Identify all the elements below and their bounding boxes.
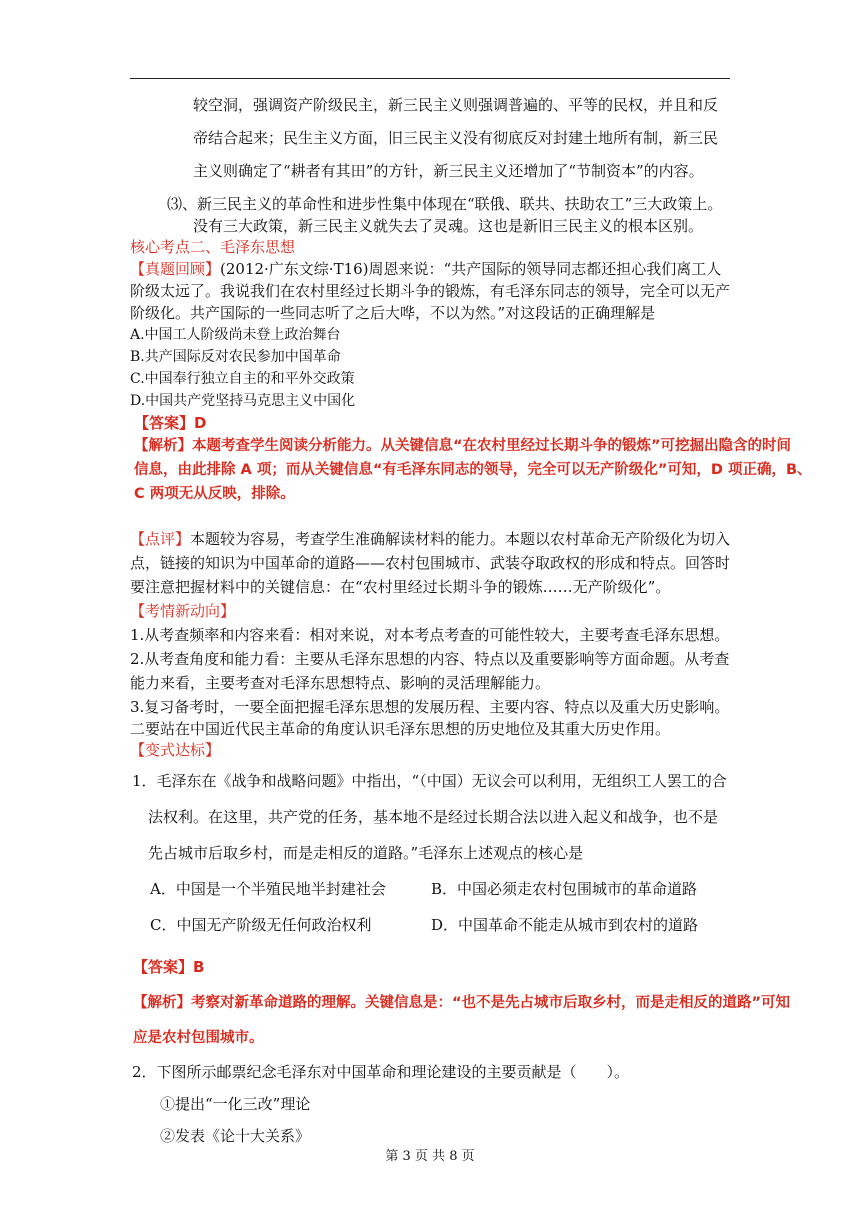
body-line: 没有三大政策，新三民主义就失去了灵魂。这也是新旧三民主义的根本区别。 <box>193 217 704 235</box>
q2-item: ②发表《论十大关系》 <box>160 1127 311 1145</box>
q1-option-c: C．中国无产阶级无任何政治权利 <box>150 916 372 934</box>
kaoqing-line: 能力来看，主要考查对毛泽东思想特点、影响的灵活理解能力。 <box>130 674 551 692</box>
body-line: 帝结合起来；民生主义方面，旧三民主义没有彻底反对封建土地所有制，新三民 <box>193 129 719 147</box>
bianshi-tag: 【变式达标】 <box>130 741 221 759</box>
kaoqing-line: 3.复习备考时，一要全面把握毛泽东思想的发展历程、主要内容、特点以及重大历史影响。 <box>130 698 730 716</box>
zhenti-line: 阶级化。共产国际的一些同志听了之后大哗，不以为然。”对这段话的正确理解是 <box>130 304 656 322</box>
q1-option-a: A．中国是一个半殖民地半封建社会 <box>150 880 386 898</box>
q1-stem-line: 先占城市后取乡村，而是走相反的道路。”毛泽东上述观点的核心是 <box>148 844 584 862</box>
dianping-line: 要注意把握材料中的关键信息：在“农村里经过长期斗争的锻炼……无产阶级化”。 <box>130 578 671 596</box>
q1-answer: 【答案】B <box>133 958 205 976</box>
dianping-tag: 【点评】 <box>130 530 191 548</box>
q2-item: ①提出“一化三改”理论 <box>160 1095 311 1113</box>
zhenti-analysis-line: 【解析】本题考查学生阅读分析能力。从关键信息“在农村里经过长期斗争的锻炼”可挖掘出隐含的时间 <box>134 438 792 454</box>
body-line: 较空洞，强调资产阶级民主，新三民主义则强调普遍的、平等的民权，并且和反 <box>193 96 719 114</box>
kaoqing-line: 1.从考查频率和内容来看：相对来说，对本考点考查的可能性较大，主要考查毛泽东思想。 <box>130 626 730 644</box>
kaoqing-tag: 【考情新动向】 <box>130 602 236 620</box>
body-line: ⑶、新三民主义的革命性和进步性集中体现在“联俄、联共、扶助农工”三大政策上。 <box>167 195 723 213</box>
zhenti-line: 阶级太远了。我说我们在农村里经过长期斗争的锻炼，有毛泽东同志的领导，完全可以无产 <box>130 282 731 300</box>
zhenti-option-d: D.中国共产党坚持马克思主义中国化 <box>130 393 356 409</box>
kaoqing-line: 二要站在中国近代民主革命的角度认识毛泽东思想的历史地位及其重大历史作用。 <box>130 720 671 738</box>
q1-analysis-line: 【解析】考察对新革命道路的理解。关键信息是：“也不是先占城市后取乡村，而是走相反的道路”可知 <box>133 995 791 1011</box>
zhenti-option-a: A.中国工人阶级尚未登上政治舞台 <box>130 327 341 343</box>
page-footer: 第 3 页 共 8 页 <box>385 1149 475 1164</box>
zhenti-answer: 【答案】D <box>134 414 207 432</box>
q1-stem-line: 1．毛泽东在《战争和战略问题》中指出，“（中国）无议会可以利用，无组织工人罢工的合 <box>132 772 727 790</box>
header-rule <box>130 78 730 79</box>
body-line: 主义则确定了“耕者有其田”的方针，新三民主义还增加了“节制资本”的内容。 <box>193 162 704 180</box>
q1-option-b: B．中国必须走农村包围城市的革命道路 <box>431 880 698 898</box>
zhenti-analysis-line: 信息，由此排除 A 项；而从关键信息“有毛泽东同志的领导，完全可以无产阶级化”可知，D 项正确，B、 <box>134 462 812 478</box>
zhenti-option-b: B.共产国际反对农民参加中国革命 <box>130 349 341 365</box>
q1-option-d: D．中国革命不能走从城市到农村的道路 <box>431 916 699 934</box>
q2-stem: 2．下图所示邮票纪念毛泽东对中国革命和理论建设的主要贡献是（ ）。 <box>132 1063 630 1081</box>
zhenti-tag: 【真题回顾】 <box>130 260 221 278</box>
dianping-line: 点，链接的知识为中国革命的道路——农村包围城市、武装夺取政权的形成和特点。回答时 <box>130 554 731 572</box>
zhenti-option-c: C.中国奉行独立自主的和平外交政策 <box>130 371 355 387</box>
zhenti-analysis-line: C 两项无从反映，排除。 <box>134 486 295 502</box>
zhenti-text: (2012·广东文综·T16)周恩来说：“共产国际的领导同志都还担心我们离工人 <box>220 260 722 278</box>
dianping-text: 本题较为容易，考查学生准确解读材料的能力。本题以农村革命无产阶级化为切入 <box>190 530 731 548</box>
kaoqing-line: 2.从考查角度和能力看：主要从毛泽东思想的内容、特点以及重要影响等方面命题。从考查 <box>130 650 730 668</box>
dianping-line <box>130 529 730 549</box>
q1-stem-line: 法权利。在这里，共产党的任务，基本地不是经过长期合法以进入起义和战争，也不是 <box>148 808 719 826</box>
zhenti-line <box>130 259 721 279</box>
q1-analysis-line: 应是农村包围城市。 <box>133 1030 264 1046</box>
section-title: 核心考点二、毛泽东思想 <box>130 238 296 256</box>
